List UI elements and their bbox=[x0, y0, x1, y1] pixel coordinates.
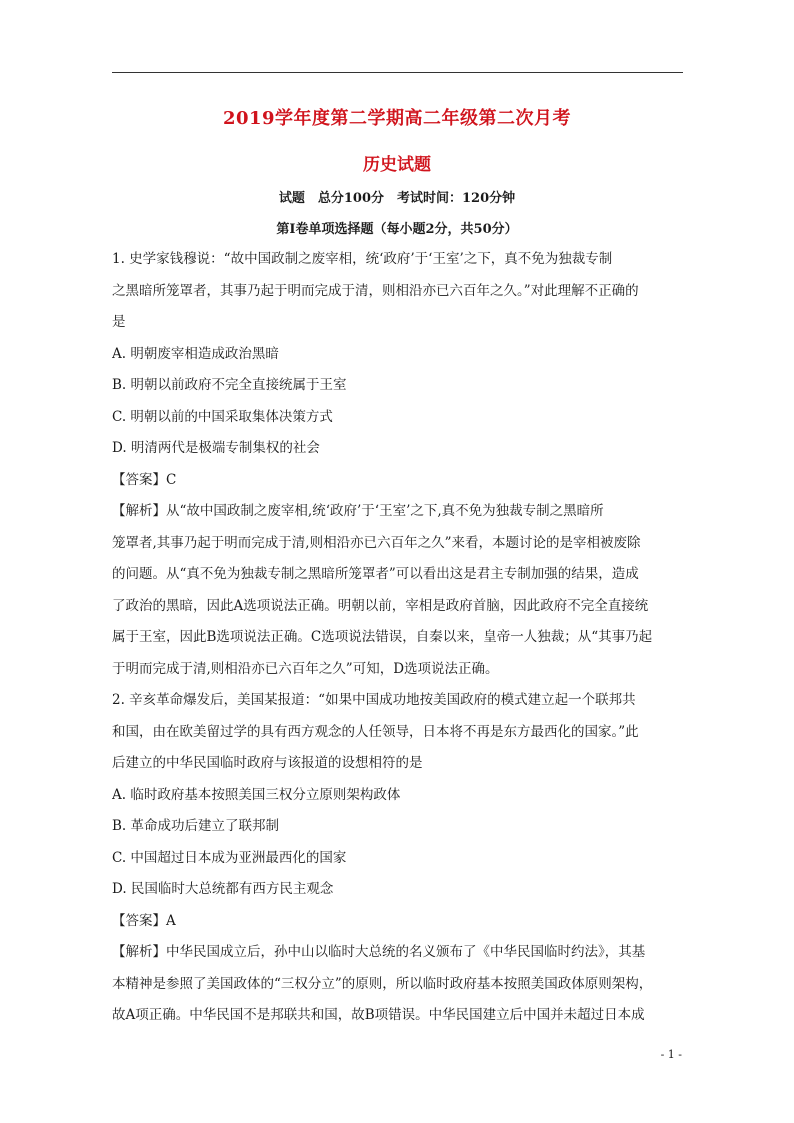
analysis-line: 本精神是参照了美国政体的“三权分立”的原则，所以临时政府基本按照美国政体原则架构， bbox=[112, 975, 653, 992]
analysis-line: 了政治的黑暗，因此A选项说法正确。明朝以前，宰相是政府首脑，因此政府不完全直接统 bbox=[112, 597, 649, 614]
answer-line: 【答案】C bbox=[112, 471, 177, 488]
text-line: 2. 辛亥革命爆发后，美国某报道：“如果中国成功地按美国政府的模式建立起一个联邦共 bbox=[112, 692, 636, 708]
analysis-line: 【解析】从“故中国政制之废宰相,统‘政府’于‘王室’之下,真不免为独裁专制之黑暗所 bbox=[112, 503, 604, 519]
text-line: 之黑暗所笼罩者，其事乃起于明而完成于清，则相沿亦已六百年之久。”对此理解不正确的 bbox=[112, 282, 639, 299]
answer-line: 【答案】A bbox=[112, 912, 176, 929]
analysis-line: 【解析】中华民国成立后，孙中山以临时大总统的名义颁布了《中华民国临时约法》，其基 bbox=[112, 944, 646, 960]
option-line: C. 中国超过日本成为亚洲最西化的国家 bbox=[112, 849, 347, 866]
analysis-line: 的问题。从“真不免为独裁专制之黑暗所笼罩者”可以看出这是君主专制加强的结果，造成 bbox=[112, 566, 639, 582]
analysis-line: 于明而完成于清,则相沿亦已六百年之久”可知，D选项说法正确。 bbox=[112, 660, 499, 677]
text-line: 是 bbox=[112, 314, 126, 330]
option-line: D. 明清两代是极端专制集权的社会 bbox=[112, 440, 320, 456]
analysis-line: 故A项正确。中华民国不是邦联共和国，故B项错误。中华民国建立后中国并未超过日本成 bbox=[112, 1007, 645, 1023]
option-line: D. 民国临时大总统都有西方民主观念 bbox=[112, 881, 334, 897]
section-heading: 第Ⅰ卷单项选择题（每小题2分，共50分） bbox=[276, 222, 518, 237]
question-content bbox=[112, 244, 683, 1032]
header-rule bbox=[112, 72, 683, 73]
page-number: - 1 - bbox=[660, 1048, 682, 1061]
option-line: B. 明朝以前政府不完全直接统属于王室 bbox=[112, 377, 347, 393]
option-line: A. 临时政府基本按照美国三权分立原则架构政体 bbox=[112, 786, 401, 803]
exam-title: 2019学年度第二学期高二年级第二次月考 bbox=[222, 108, 572, 129]
subject-title: 历史试题 bbox=[363, 155, 431, 175]
option-line: B. 革命成功后建立了联邦制 bbox=[112, 818, 280, 834]
text-line: 和国，由在欧美留过学的具有西方观念的人任领导，日本将不再是东方最西化的国家。”此 bbox=[112, 723, 639, 740]
analysis-line: 笼罩者,其事乃起于明而完成于清,则相沿亦已六百年之久”来看，本题讨论的是宰相被废除 bbox=[112, 534, 641, 551]
exam-info: 试题 总分100分 考试时间：120分钟 bbox=[278, 191, 516, 206]
text-line: 1. 史学家钱穆说：“故中国政制之废宰相，统‘政府’于‘王室’之下，真不免为独裁专制 bbox=[112, 251, 613, 267]
option-line: C. 明朝以前的中国采取集体决策方式 bbox=[112, 408, 333, 425]
analysis-line: 属于王室，因此B选项说法正确。C选项说法错误，自秦以来，皇帝一人独裁；从“其事乃起 bbox=[112, 629, 653, 645]
option-line: A. 明朝废宰相造成政治黑暗 bbox=[112, 345, 279, 362]
text-line: 后建立的中华民国临时政府与该报道的设想相符的是 bbox=[112, 755, 423, 771]
